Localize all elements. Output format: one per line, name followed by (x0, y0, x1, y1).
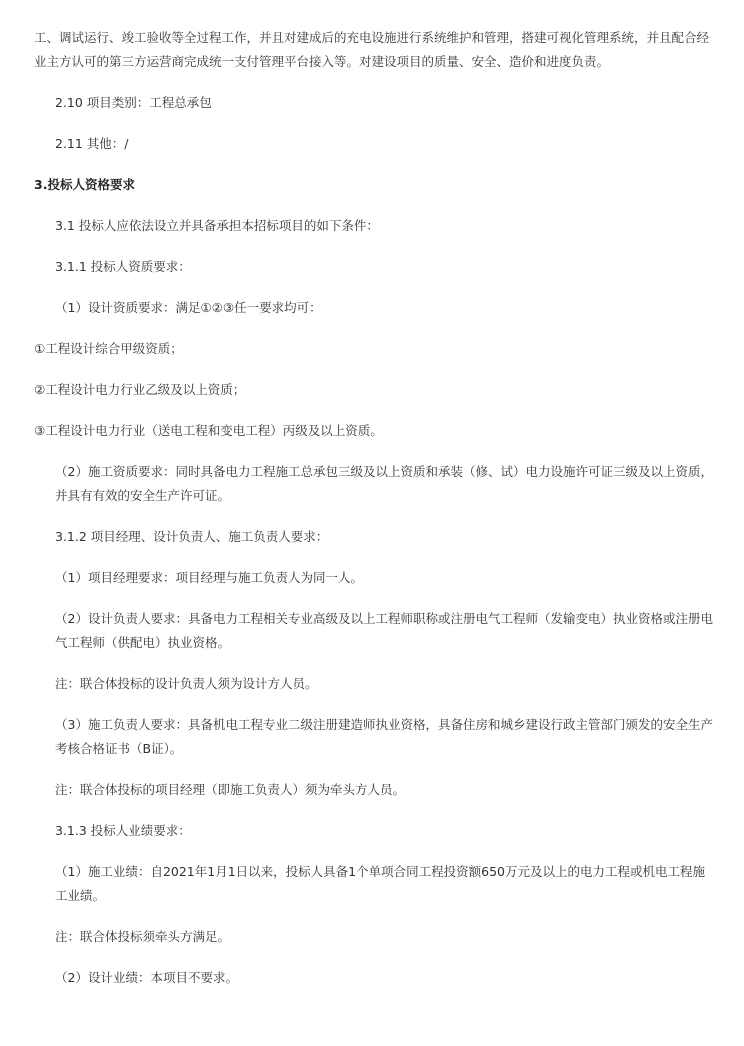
note-design-lead: 注：联合体投标的设计负责人须为设计方人员。 (55, 676, 318, 691)
paragraph-scope-continuation: 工、调试运行、竣工验收等全过程工作，并且对建成后的充电设施进行系统维护和管理，搭建可视化管理系统，并且配合经业主方认可的第三方运营商完成统一支付管理平台接入等。对建设项目的质量、安全、造价和进度负责。 (34, 30, 710, 69)
paragraph-project-category: 2.10 项目类别：工程总承包 (55, 95, 212, 110)
paragraph-construction-qualification: （2）施工资质要求：同时具备电力工程施工总承包三级及以上资质和承装（修、试）电力设施许可证三级及以上资质，并具有有效的安全生产许可证。 (55, 464, 713, 503)
paragraph-design-lead: （2）设计负责人要求：具备电力工程相关专业高级及以上工程师职称或注册电气工程师（发输变电）执业资格或注册电气工程师（供配电）执业资格。 (55, 611, 713, 650)
paragraph-project-manager: （1）项目经理要求：项目经理与施工负责人为同一人。 (55, 570, 363, 585)
paragraph-design-option-1: ①工程设计综合甲级资质； (34, 341, 183, 356)
paragraph-3-1-2: 3.1.2 项目经理、设计负责人、施工负责人要求： (55, 529, 329, 544)
paragraph-design-option-2: ②工程设计电力行业乙级及以上资质； (34, 382, 246, 397)
paragraph-3-1-1: 3.1.1 投标人资质要求： (55, 259, 191, 274)
section-heading-bidder-qualification: 3.投标人资格要求 (34, 177, 135, 192)
paragraph-construction-performance: （1）施工业绩：自2021年1月1日以来，投标人具备1个单项合同工程投资额650万元及以上的电力工程或机电工程施工业绩。 (55, 864, 705, 903)
note-project-manager: 注：联合体投标的项目经理（即施工负责人）须为牵头方人员。 (55, 782, 406, 797)
paragraph-design-qualification: （1）设计资质要求：满足①②③任一要求均可： (55, 300, 322, 315)
document-body (34, 26, 716, 1007)
paragraph-3-1: 3.1 投标人应依法设立并具备承担本招标项目的如下条件： (55, 218, 379, 233)
paragraph-3-1-3: 3.1.3 投标人业绩要求： (55, 823, 191, 838)
note-consortium-lead: 注：联合体投标须牵头方满足。 (55, 929, 231, 944)
paragraph-design-performance: （2）设计业绩：本项目不要求。 (55, 970, 238, 985)
paragraph-design-option-3: ③工程设计电力行业（送电工程和变电工程）丙级及以上资质。 (34, 423, 383, 438)
paragraph-construction-lead: （3）施工负责人要求：具备机电工程专业二级注册建造师执业资格，具备住房和城乡建设行政主管部门颁发的安全生产考核合格证书（B证）。 (55, 717, 713, 756)
paragraph-other: 2.11 其他：/ (55, 136, 129, 151)
